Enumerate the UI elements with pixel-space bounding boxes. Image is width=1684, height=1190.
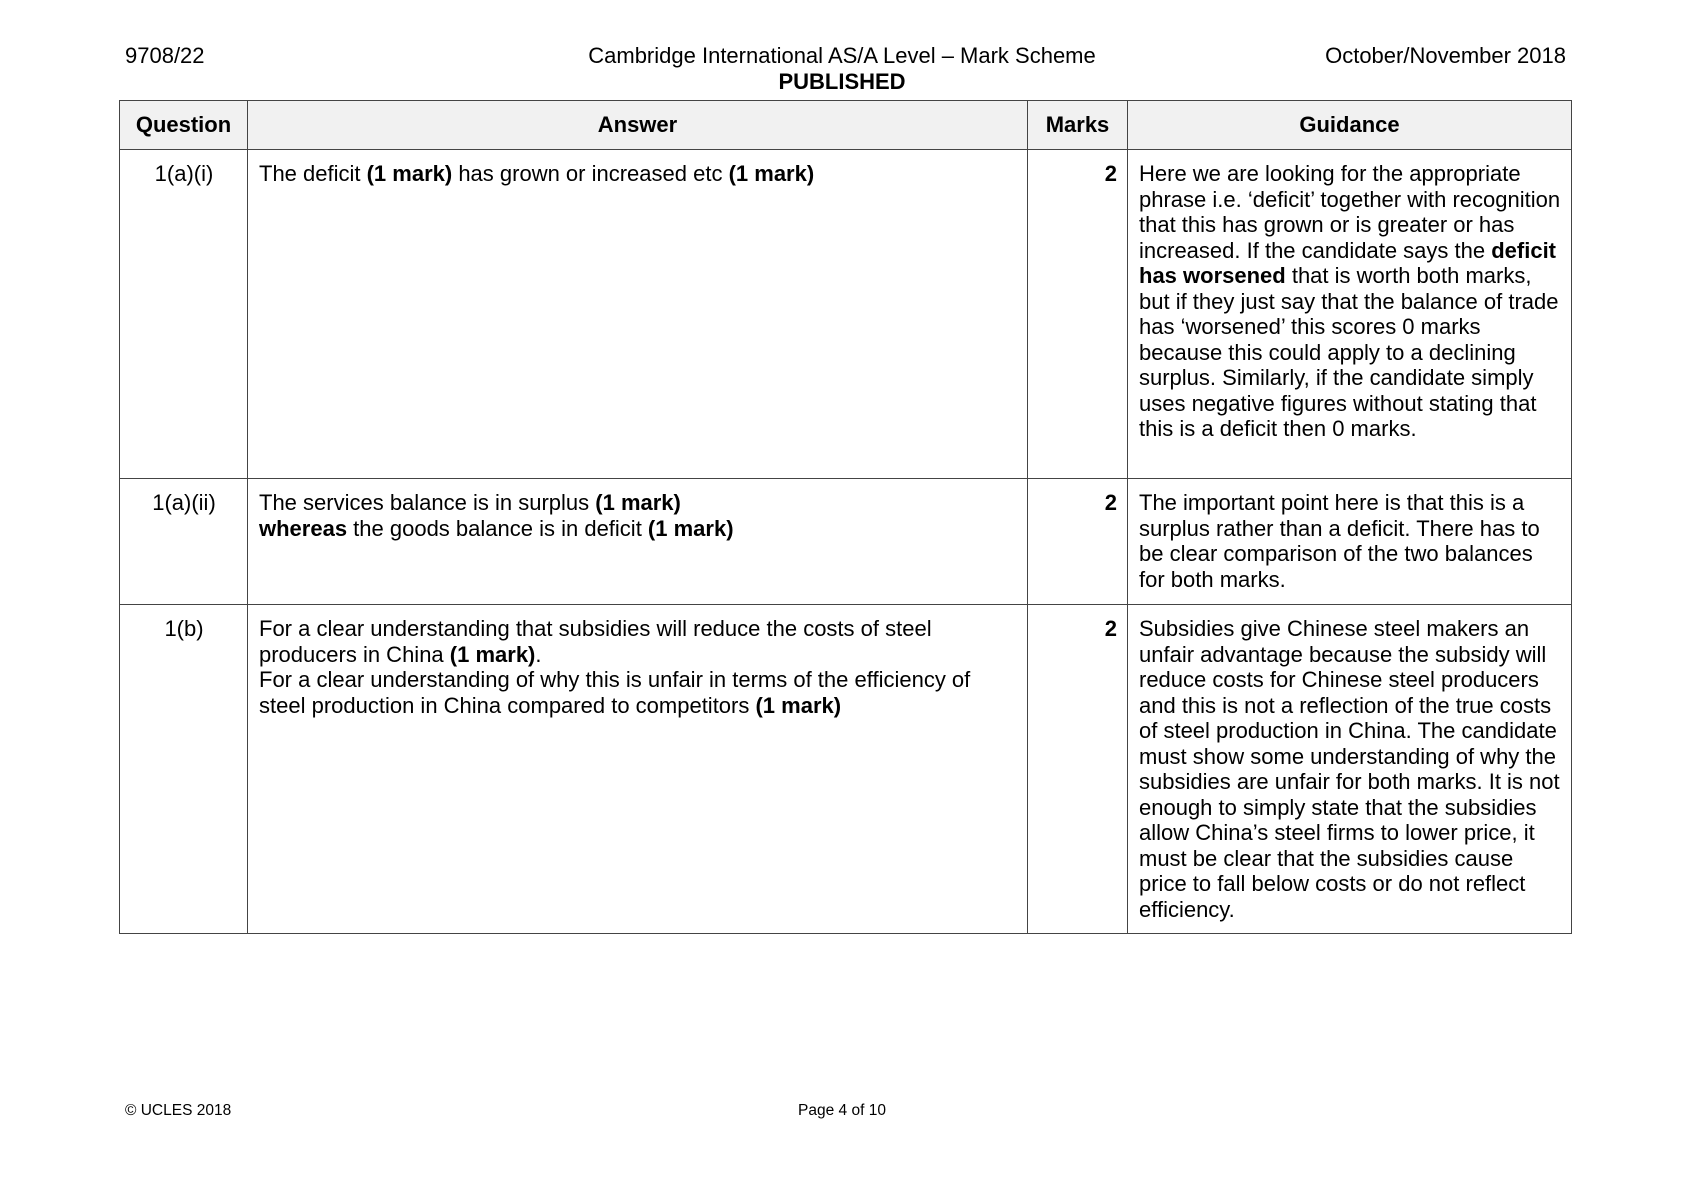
column-header-answer: Answer xyxy=(248,101,1028,150)
guidance-cell xyxy=(1128,605,1572,934)
answer-line xyxy=(259,516,1017,542)
table-header-row xyxy=(120,101,1572,150)
mark-label: (1 mark) xyxy=(647,515,734,541)
guidance-text: Subsidies give Chinese steel makers an unfair advantage because the subsidy will reduce costs for Chinese steel producers and this is not a reflection of the true costs of steel production in China. The candidate must show some understanding of why the subsidies are unfair for both marks. It is not enough to simply state that the subsidies allow China’s steel firms to lower price, it must be clear that the subsidies cause price to fall below costs or do not reflect efficiency. xyxy=(1139,616,1560,922)
mark-label: (1 mark) xyxy=(366,161,453,186)
answer-cell xyxy=(248,605,1028,934)
guidance-emphasis: deficit has worsened xyxy=(1139,237,1557,288)
copyright-notice: © UCLES 2018 xyxy=(125,1102,232,1119)
answer-cell xyxy=(248,150,1028,479)
guidance-text: Here we are looking for the appropriate phrase i.e. ‘deficit’ together with recognition that this has grown or is greater or has increased. If the candidate says the xyxy=(1139,161,1561,263)
marks-cell: 2 xyxy=(1028,605,1128,934)
answer-text: has grown or increased etc xyxy=(452,161,729,186)
answer-text: the goods balance is in deficit xyxy=(347,515,648,541)
marks-cell: 2 xyxy=(1028,150,1128,479)
answer-text: For a clear understanding of why this is unfair in terms of the efficiency of steel production in China compared to competitors xyxy=(259,667,971,718)
question-cell: 1(a)(ii) xyxy=(120,479,248,605)
answer-line xyxy=(259,490,1017,516)
document-title: Cambridge International AS/A Level – Mark Scheme xyxy=(588,43,1096,68)
question-cell: 1(a)(i) xyxy=(120,150,248,479)
guidance-cell xyxy=(1128,479,1572,605)
column-header-question: Question xyxy=(120,101,248,150)
mark-scheme-table xyxy=(119,100,1572,934)
exam-session: October/November 2018 xyxy=(1325,43,1566,68)
answer-text: The deficit xyxy=(259,161,367,186)
answer-text: . xyxy=(535,641,542,667)
mark-label: (1 mark) xyxy=(449,641,536,667)
guidance-text: that is worth both marks, but if they just say that the balance of trade has ‘worsened’ this scores 0 marks because this could apply to a declining surplus. Similarly, if the candidate simply uses negative figures without stating that this is a deficit then 0 marks. xyxy=(1139,263,1559,441)
mark-label: (1 mark) xyxy=(728,161,815,186)
column-header-marks: Marks xyxy=(1028,101,1128,150)
guidance-cell xyxy=(1128,150,1572,479)
paper-code: 9708/22 xyxy=(125,43,205,68)
table-row xyxy=(120,605,1572,934)
answer-cell xyxy=(248,479,1028,605)
published-label: PUBLISHED xyxy=(778,69,906,94)
answer-text: The services balance is in surplus xyxy=(259,490,596,515)
guidance-text: The important point here is that this is a surplus rather than a deficit. There has to be clear comparison of the two balances for both marks. xyxy=(1139,490,1540,592)
mark-label: (1 mark) xyxy=(755,692,842,718)
answer-emphasis: whereas xyxy=(259,515,348,541)
answer-text: For a clear understanding that subsidies will reduce the costs of steel producers in China xyxy=(259,616,932,667)
table-row xyxy=(120,479,1572,605)
mark-label: (1 mark) xyxy=(595,490,681,515)
answer-line xyxy=(259,616,1017,667)
answer-line xyxy=(259,667,1017,718)
question-cell: 1(b) xyxy=(120,605,248,934)
table-row xyxy=(120,150,1572,479)
column-header-guidance: Guidance xyxy=(1128,101,1572,150)
page-number: Page 4 of 10 xyxy=(798,1102,886,1119)
marks-cell: 2 xyxy=(1028,479,1128,605)
